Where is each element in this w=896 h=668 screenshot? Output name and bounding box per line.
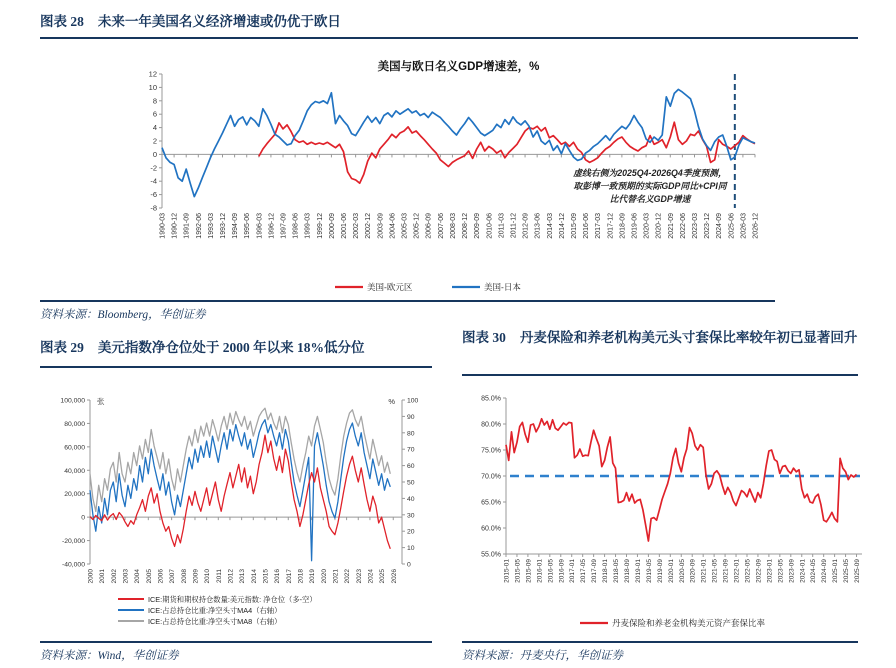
- svg-text:2001-06: 2001-06: [341, 213, 348, 239]
- svg-text:2022-05: 2022-05: [744, 559, 752, 583]
- dk-hedge-ratio-svg: [462, 386, 886, 638]
- svg-text:1996-12: 1996-12: [268, 213, 276, 239]
- svg-text:8: 8: [152, 96, 157, 106]
- svg-text:2019: 2019: [309, 569, 317, 584]
- svg-text:2024-01: 2024-01: [799, 559, 807, 583]
- svg-text:2015: 2015: [262, 569, 270, 584]
- svg-text:1999-03: 1999-03: [304, 213, 312, 239]
- svg-text:2009-09: 2009-09: [474, 213, 482, 239]
- svg-text:1999-12: 1999-12: [316, 213, 324, 239]
- svg-text:2008-12: 2008-12: [462, 213, 470, 239]
- series-line-0: [506, 419, 857, 541]
- figure-30-title-text: 丹麦保险和养老机构美元头寸套保比率较年初已显著回升: [519, 330, 858, 345]
- figure-28-label: 图表 28: [40, 14, 84, 29]
- svg-text:2014: 2014: [250, 569, 258, 584]
- svg-text:2022-09: 2022-09: [755, 559, 763, 583]
- svg-text:2021-09: 2021-09: [667, 213, 675, 239]
- figure-30-bottom-rule: [462, 641, 858, 643]
- svg-text:2000-09: 2000-09: [328, 213, 336, 239]
- svg-text:6: 6: [152, 109, 157, 119]
- legend-label: ICE:占总持仓比重:净空头寸MA4（右轴）: [148, 605, 282, 615]
- svg-text:2024-09: 2024-09: [716, 213, 724, 239]
- svg-text:2025-06: 2025-06: [728, 213, 736, 239]
- svg-text:2011: 2011: [215, 569, 223, 583]
- figure-29-title: [40, 338, 440, 359]
- svg-text:2020: 2020: [320, 569, 328, 584]
- svg-text:2000: 2000: [87, 569, 95, 584]
- svg-text:2023-12: 2023-12: [704, 213, 712, 239]
- figure-29-title-rule: [40, 366, 432, 368]
- svg-text:2025-05: 2025-05: [843, 559, 851, 583]
- svg-text:10: 10: [407, 545, 415, 553]
- svg-text:2021: 2021: [332, 569, 340, 584]
- svg-text:2024: 2024: [367, 569, 375, 584]
- svg-text:2003: 2003: [122, 569, 130, 584]
- forecast-annotation: 比代替名义GDP增速: [609, 194, 691, 204]
- svg-text:2017-01: 2017-01: [569, 559, 577, 583]
- svg-text:2024-09: 2024-09: [821, 559, 829, 583]
- svg-text:10: 10: [148, 82, 157, 92]
- svg-text:70.0%: 70.0%: [481, 473, 501, 481]
- svg-text:1993-03: 1993-03: [207, 213, 215, 239]
- svg-text:-2: -2: [150, 163, 157, 173]
- forecast-annotation: 取彭博一致预期的实际GDP同比+CPI同: [573, 181, 727, 191]
- figure-28-title-text: 未来一年美国名义经济增速或仍优于欧日: [97, 14, 341, 29]
- svg-text:2021-05: 2021-05: [711, 559, 719, 583]
- svg-text:1996-03: 1996-03: [256, 213, 264, 239]
- svg-text:55.0%: 55.0%: [481, 551, 501, 559]
- figure-29-label: 图表 29: [40, 340, 84, 355]
- series-line-2: [90, 408, 390, 511]
- svg-text:70: 70: [407, 446, 415, 454]
- svg-text:2022-01: 2022-01: [733, 559, 741, 583]
- figure-29-bottom-rule: [40, 641, 432, 643]
- svg-text:2012-09: 2012-09: [522, 213, 530, 239]
- svg-text:2021-01: 2021-01: [700, 559, 708, 583]
- svg-text:2024-05: 2024-05: [810, 559, 818, 583]
- svg-text:80.0%: 80.0%: [481, 421, 501, 429]
- figure-28-bottom-rule: [40, 300, 775, 302]
- svg-text:2006: 2006: [157, 569, 165, 584]
- svg-text:2018-09: 2018-09: [619, 213, 627, 239]
- figure-30-label: 图表 30: [462, 330, 506, 345]
- svg-text:2019-06: 2019-06: [631, 213, 639, 239]
- svg-text:2007-06: 2007-06: [437, 213, 445, 239]
- svg-text:2018-09: 2018-09: [624, 559, 631, 583]
- chart-title: 美国与欧日名义GDP增速差，%: [377, 61, 540, 73]
- legend-label: 美国-日本: [484, 282, 521, 292]
- svg-text:20: 20: [407, 528, 415, 536]
- svg-text:-6: -6: [150, 190, 157, 200]
- svg-text:2007: 2007: [169, 569, 177, 584]
- legend-label: ICE:占总持仓比重:净空头寸MA8（右轴）: [148, 616, 282, 626]
- svg-text:2008-03: 2008-03: [449, 213, 457, 239]
- svg-text:1997-09: 1997-09: [280, 213, 288, 239]
- svg-text:2016-01: 2016-01: [536, 559, 544, 583]
- svg-text:2018-01: 2018-01: [602, 559, 610, 583]
- forecast-annotation: 虚线右侧为2025Q4-2026Q4季度预测，: [573, 168, 727, 178]
- dxy-positions-svg: [40, 386, 442, 638]
- svg-text:1990-03: 1990-03: [159, 213, 167, 239]
- svg-text:50: 50: [407, 479, 415, 487]
- svg-text:2026-12: 2026-12: [752, 213, 760, 239]
- svg-text:2020-05: 2020-05: [678, 559, 686, 583]
- svg-text:2010-06: 2010-06: [486, 213, 494, 239]
- svg-text:2022: 2022: [344, 569, 352, 584]
- svg-text:2023: 2023: [355, 569, 363, 584]
- figure-30-title: [462, 328, 862, 349]
- svg-text:2005-03: 2005-03: [401, 213, 409, 239]
- svg-text:100,000: 100,000: [60, 397, 85, 405]
- svg-text:-4: -4: [150, 176, 157, 186]
- svg-text:2013-06: 2013-06: [534, 213, 542, 239]
- svg-text:90: 90: [407, 413, 415, 421]
- svg-text:2002-12: 2002-12: [365, 213, 373, 239]
- svg-text:2014-12: 2014-12: [558, 213, 566, 239]
- svg-text:2019-01: 2019-01: [634, 559, 642, 583]
- svg-text:-20,000: -20,000: [61, 538, 85, 546]
- figure-30-source: 资料来源：丹麦央行，华创证券: [462, 650, 623, 662]
- svg-text:0: 0: [81, 514, 85, 522]
- svg-text:1992-06: 1992-06: [195, 213, 203, 239]
- svg-text:2019-05: 2019-05: [645, 559, 653, 583]
- svg-text:2025-09: 2025-09: [854, 559, 861, 583]
- legend-label: 丹麦保险和养老金机构美元资产套保比率: [612, 618, 766, 628]
- svg-text:-40,000: -40,000: [61, 561, 85, 569]
- svg-text:2023-09: 2023-09: [788, 559, 796, 583]
- svg-text:2017: 2017: [285, 569, 293, 584]
- svg-text:2015-09: 2015-09: [525, 559, 533, 583]
- svg-text:30: 30: [407, 512, 415, 520]
- svg-text:2013: 2013: [239, 569, 247, 584]
- svg-text:2023-01: 2023-01: [766, 559, 774, 583]
- svg-text:2001: 2001: [99, 569, 107, 584]
- figure-28-chart: [130, 56, 778, 298]
- svg-text:2023-05: 2023-05: [777, 559, 785, 583]
- figure-29-title-text: 美元指数净仓位处于 2000 年以来 18%低分位: [97, 340, 365, 355]
- svg-text:2020-12: 2020-12: [655, 213, 663, 239]
- figure-28-source: 资料来源：Bloomberg，华创证券: [40, 309, 206, 321]
- figure-30-chart: [462, 386, 886, 638]
- svg-text:2016: 2016: [274, 569, 282, 584]
- svg-text:100: 100: [407, 397, 419, 405]
- svg-text:2017-09: 2017-09: [591, 559, 599, 583]
- svg-text:1990-12: 1990-12: [171, 213, 179, 239]
- unit-left-label: 张: [97, 397, 105, 406]
- svg-text:75.0%: 75.0%: [481, 447, 501, 455]
- svg-text:2012: 2012: [227, 569, 235, 584]
- svg-text:2011-03: 2011-03: [498, 213, 506, 239]
- svg-text:2002-03: 2002-03: [353, 213, 361, 239]
- svg-text:2016-05: 2016-05: [547, 559, 555, 583]
- svg-text:2016-09: 2016-09: [558, 559, 566, 583]
- svg-text:2005-12: 2005-12: [413, 213, 421, 239]
- svg-text:2025: 2025: [379, 569, 387, 584]
- svg-text:60.0%: 60.0%: [481, 525, 501, 533]
- svg-text:-8: -8: [150, 203, 157, 213]
- figure-30-title-rule: [462, 374, 858, 376]
- svg-text:2006-09: 2006-09: [425, 213, 433, 239]
- svg-text:65.0%: 65.0%: [481, 499, 501, 507]
- svg-text:1998-06: 1998-06: [292, 213, 300, 239]
- svg-text:2: 2: [152, 136, 157, 146]
- unit-right-label: %: [388, 397, 395, 406]
- svg-text:1994-09: 1994-09: [232, 213, 240, 239]
- svg-text:2025-01: 2025-01: [832, 559, 840, 583]
- svg-text:2005: 2005: [145, 569, 153, 584]
- svg-text:2015-09: 2015-09: [571, 213, 578, 239]
- svg-text:20,000: 20,000: [64, 491, 85, 499]
- gdp-gap-svg: [130, 56, 778, 298]
- svg-text:2004-06: 2004-06: [389, 213, 397, 239]
- svg-text:2002: 2002: [110, 569, 118, 584]
- svg-text:2023-03: 2023-03: [692, 213, 699, 239]
- svg-text:2003-09: 2003-09: [377, 213, 385, 239]
- figure-28-title-rule: [40, 37, 858, 39]
- svg-text:2011-12: 2011-12: [510, 213, 518, 239]
- svg-text:2019-09: 2019-09: [656, 559, 664, 583]
- series-line-1: [90, 420, 390, 561]
- svg-text:0: 0: [152, 149, 157, 159]
- svg-text:2026-03: 2026-03: [740, 213, 748, 239]
- svg-text:2016-06: 2016-06: [583, 213, 591, 239]
- figure-29-source: 资料来源：Wind，华创证券: [40, 650, 179, 662]
- svg-text:60: 60: [407, 463, 415, 471]
- legend-label: 美国-欧元区: [367, 282, 413, 292]
- svg-text:2009: 2009: [192, 569, 200, 584]
- svg-text:2020-09: 2020-09: [689, 559, 697, 583]
- svg-text:40,000: 40,000: [64, 467, 85, 475]
- svg-text:2015-05: 2015-05: [514, 559, 522, 583]
- svg-text:0: 0: [407, 561, 411, 569]
- svg-text:2004: 2004: [134, 569, 142, 584]
- svg-text:4: 4: [152, 123, 157, 133]
- svg-text:2020-03: 2020-03: [643, 213, 651, 239]
- svg-text:1995-06: 1995-06: [244, 213, 252, 239]
- svg-text:2017-05: 2017-05: [580, 559, 588, 583]
- svg-text:2026: 2026: [390, 569, 398, 584]
- svg-text:2018-05: 2018-05: [613, 559, 620, 583]
- svg-text:2020-01: 2020-01: [667, 559, 675, 583]
- svg-text:1993-12: 1993-12: [220, 213, 227, 239]
- figure-28-title: [40, 12, 341, 33]
- svg-text:2014-03: 2014-03: [546, 213, 554, 239]
- svg-text:12: 12: [148, 69, 157, 79]
- svg-text:85.0%: 85.0%: [481, 395, 501, 403]
- svg-text:2015-01: 2015-01: [503, 559, 511, 583]
- svg-text:40: 40: [407, 495, 415, 503]
- svg-text:1991-09: 1991-09: [183, 213, 191, 239]
- svg-text:2010: 2010: [204, 569, 212, 584]
- svg-text:2018: 2018: [297, 569, 305, 584]
- legend-label: ICE:期货和期权持仓数量:美元指数: 净仓位（多-空）: [148, 594, 317, 604]
- svg-text:2008: 2008: [180, 569, 188, 584]
- svg-text:2017-03: 2017-03: [595, 213, 603, 239]
- svg-text:60,000: 60,000: [64, 444, 85, 452]
- svg-text:80,000: 80,000: [64, 420, 85, 428]
- svg-text:80: 80: [407, 430, 415, 438]
- svg-text:2017-12: 2017-12: [607, 213, 615, 239]
- svg-text:2021-09: 2021-09: [722, 559, 730, 583]
- svg-text:2022-06: 2022-06: [679, 213, 687, 239]
- figure-29-chart: [40, 386, 442, 638]
